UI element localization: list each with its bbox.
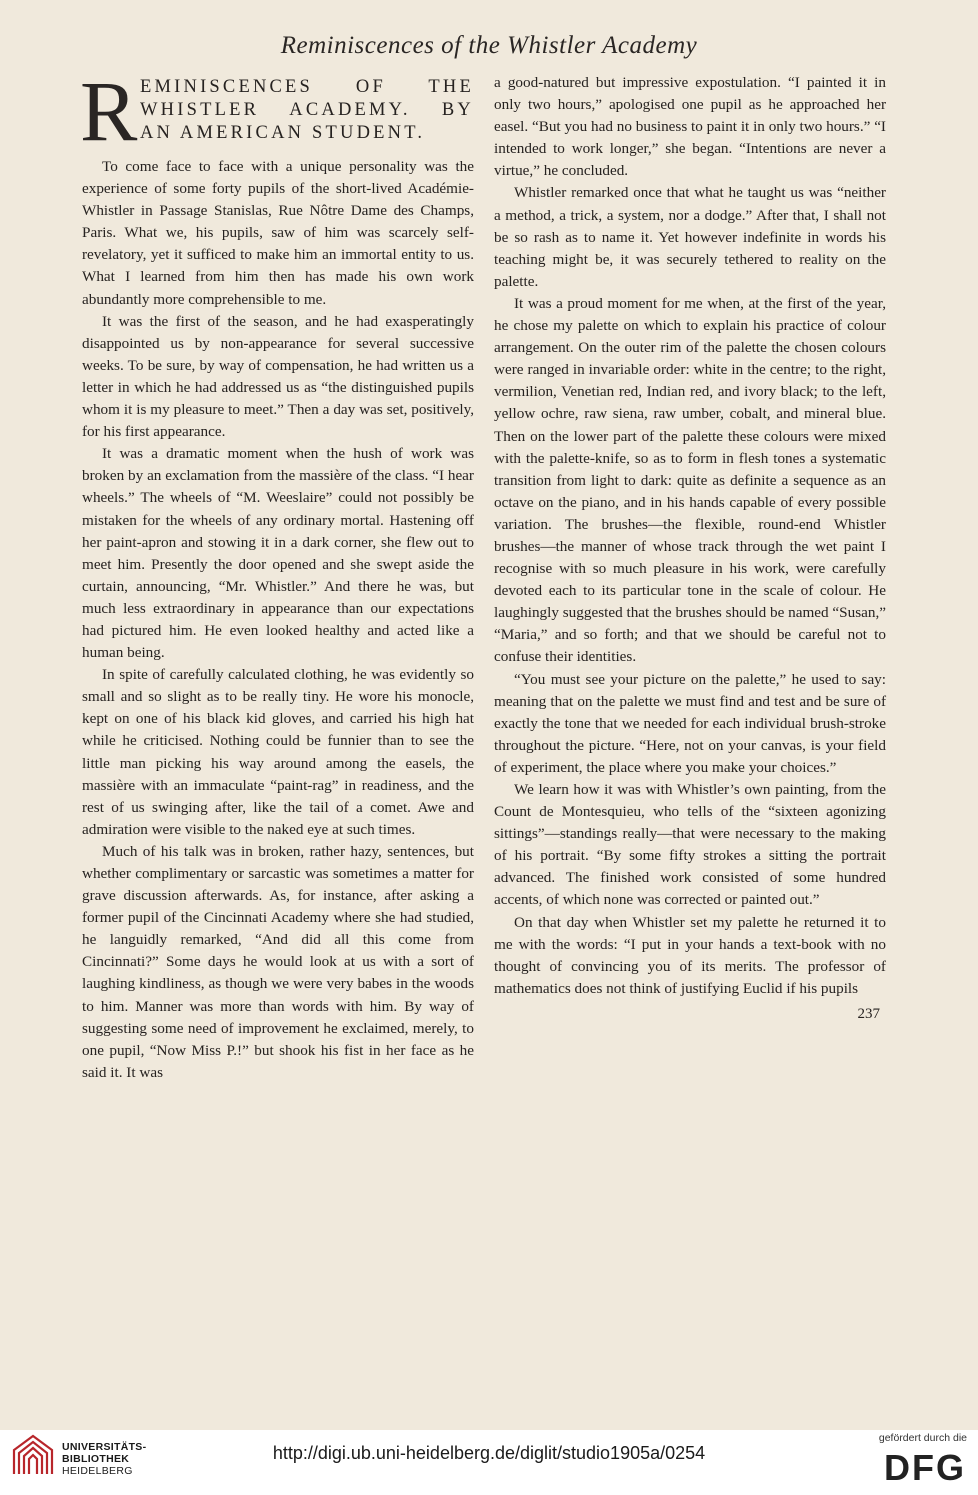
dfg-logo: DFG (884, 1447, 966, 1488)
title-line: AN AMERICAN STUDENT. (140, 123, 426, 143)
paragraph: “You must see your picture on the palette,” he used to say: meaning that on the palette we must find and test and be sure of exactly the tone that we needed for each individual brush-stroke throughout the picture. “Here, not on your canvas, is your field of experiment, the place where you make your choices.” (494, 670, 886, 776)
paragraph: It was a proud moment for me when, at the first of the year, he chose my palette on which to explain his practice of colour arrangement. On the outer rim of the palette the chosen colours were ranged in invariable order: white in the centre; to the right, vermilion, Venetian red, Indian red, and ivory black; to the left, yellow ochre, raw siena, raw umber, cobalt, and mineral blue. Then on the lower part of the palette these colours were mixed with the palette-knife, so as to form in flesh tones a systematic transition from light to dark: quite as definite a sequence as an octave on the piano, and in his hands capable of every possible variation. The brushes—the flexible, round-end Whistler brushes—the manner of whose track through the wet paint I recognise with so much pleasure in his work, were carefully devoted each to its particular tone in the scale of colour. He laughingly suggested that the brushes should be named “Susan,” “Maria,” and so forth; and that we should be careful not to confuse their identities. (494, 294, 886, 666)
paragraph: It was the first of the season, and he had exasperatingly disappointed us by non-appearance for several successive weeks. To be sure, by way of compensation, he had written us a letter in which he had addressed us as “the distinguished pupils whom it is my pleasure to meet.” Then a day was set, positively, for his first appearance. (82, 312, 474, 441)
paragraph: On that day when Whistler set my palette he returned it to me with the words: “I put in your hands a text-book with no thought of convincing you of its merits. The professor of mathematics does not think of justifying Euclid if his pupils (494, 913, 886, 997)
paragraph: In spite of carefully calculated clothing, he was evidently so small and so slight as to be really tiny. He wore his monocle, kept on one of his black kid gloves, and carried his high hat while he criticised. Nothing could be funnier than to see the little man picking his way around among the easels, the massière with an immaculate “paint-rag” in readiness, and the rest of us swinging after, like the tail of a comet. Awe and admiration were visible to the naked eye at such times. (82, 666, 474, 838)
paragraph: To come face to face with a unique personality was the experience of some forty pupils of the short-lived Académie-Whistler in Passage Stanislas, Rue Nôtre Dame des Champs, Paris. What we, his pupils, saw of him was scarcely self-revelatory, yet it sufficed to make him an immortal entity to us. What I learned from him then has made his own work abundantly more comprehensible to me. (82, 158, 474, 308)
source-url-link[interactable]: http://digi.ub.uni-heidelberg.de/diglit/studio1905a/0254 (272, 1443, 706, 1463)
running-head: Reminiscences of the Whistler Academy (280, 32, 698, 59)
paragraph: We learn how it was with Whistler’s own painting, from the Count de Montesquieu, who tells of the “sixteen agonizing sittings”—standings really—that were necessary to the making of his portrait. “By some fifty strokes a sitting the portrait advanced. The finished work consisted of some hundred accents, of which none was corrected or painted out.” (494, 781, 886, 909)
title-line: EMINISCENCES OF THE (140, 77, 474, 97)
library-name-line: UNIVERSITÄTS- (62, 1441, 147, 1453)
paragraph: Whistler remarked once that what he taught us was “neither a method, a trick, a system, nor a dodge.” After that, I shall not be so rash as to name it. Yet however indefinite in words his teaching might be, it was securely tethered to reality on the palette. (494, 184, 886, 290)
library-name-line: HEIDELBERG (62, 1465, 133, 1477)
right-column (494, 72, 886, 1025)
page-number: 237 (857, 1005, 880, 1022)
library-name-line: BIBLIOTHEK (62, 1453, 130, 1465)
paragraph: Much of his talk was in broken, rather hazy, sentences, but whether complimentary or sarcastic was sometimes a matter for grave discussion afterwards. As, for instance, after asking a former pupil of the Cincinnati Academy where she had studied, he languidly remarked, “And did all this come from Cincinnati?” Some days he would look at us with a sort of laughing kindliness, as though we were very babes in the woods to him. Manner was more than words with him. By way of suggesting some need of improvement he exclaimed, merely, to one pupil, “Now Miss P.!” but shook his fist in her face as he said it. It was (82, 842, 474, 1081)
article-title (80, 63, 474, 159)
left-column (80, 63, 474, 1084)
drop-cap: R (80, 63, 138, 159)
title-line: WHISTLER ACADEMY. BY (140, 100, 474, 120)
paragraph: It was a dramatic moment when the hush of work was broken by an exclamation from the massière of the class. “I hear wheels.” The wheels of “M. Weeslaire” could not possibly be mistaken for the wheels of any ordinary mortal. Hastening off her paint-apron and stowing it in a dark corner, she flew out to meet him. Presently the door opened and she swept aside the curtain, announcing, “Mr. Whistler.” And there he was, but much less extraordinary in appearance than our expectations had pictured him. He even looked healthy and acted like a human being. (82, 445, 474, 662)
paragraph: a good-natured but impressive expostulation. “I painted it in only two hours,” apologised one pupil as he approached her easel. “But you had no business to paint it in only two hours.” “I intended to work longer,” she began. “Intentions are never a virtue,” he concluded. (494, 74, 886, 180)
funded-by-label: gefördert durch die (878, 1432, 967, 1444)
